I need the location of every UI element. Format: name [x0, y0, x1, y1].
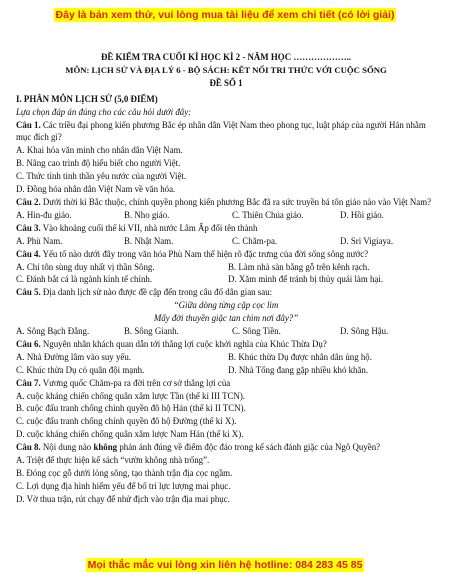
options-row	[16, 351, 436, 364]
option-a: A. Sông Bạch Đằng.	[16, 326, 90, 337]
option-d: D. Sông Hậu.	[340, 326, 389, 337]
question-label: Câu 7.	[16, 377, 41, 388]
question-label: Câu 8.	[16, 442, 41, 453]
option-d: D. Nhà Tống đang gặp nhiều khó khăn.	[228, 364, 369, 375]
option-b: B. Làm nhà sàn bằng gỗ trên kênh rạch.	[228, 261, 370, 272]
question-text: Vương quốc Chăm-pa ra đời trên cơ sở thắng lợi của	[42, 377, 231, 388]
question-3	[16, 222, 436, 235]
option-a: A. Nhà Đường lâm vào suy yếu.	[16, 351, 131, 362]
question-6	[16, 338, 436, 351]
question-label: Câu 1.	[16, 119, 41, 130]
option-line: B. cuộc đấu tranh chống chính quyền đô hộ Hán (thế kỉ II TCN).	[16, 403, 246, 414]
option-a: A. Chỉ tôn sùng duy nhất vị thần Sông.	[16, 261, 155, 272]
option-line: A. Khai hóa văn minh cho nhân dân Việt Nam.	[16, 145, 183, 156]
question-text: Vào khoảng cuối thế kỉ VII, nhà nước Lâm Ấp đổi tên thành	[42, 222, 258, 233]
option-c: C. Thiên Chúa giáo.	[232, 209, 304, 220]
option-b: B. Khúc thừa Dụ được nhân dân ủng hộ.	[228, 351, 372, 362]
question-text-emphasis: không	[93, 442, 118, 453]
question-text-after: phản ánh đúng về điểm độc đáo trong kế sách đánh giặc của Ngô Quyền?	[117, 442, 381, 453]
option-c: C. Chăm-pa.	[232, 235, 278, 246]
preview-notice-banner	[0, 9, 450, 21]
option-line: C. Thức tỉnh tinh thần yêu nước của người Việt.	[16, 171, 187, 182]
hotline-banner	[0, 559, 450, 571]
question-text: Dưới thời kì Bắc thuộc, chính quyền phong kiến phương Bắc đã ra sức truyền bá tôn giáo nào vào Việt Nam?	[42, 196, 432, 207]
option-line: D. cuộc kháng chiến chống quân xâm lược Nam Hán (thế kỉ X).	[16, 429, 244, 440]
option-line: A. Triệt để thực hiện kế sách “vườn không nhà trống”.	[16, 455, 210, 466]
question-5	[16, 286, 436, 299]
option-line: B. Đóng cọc gỗ dưới lòng sông, tạo thành trận địa cọc ngầm.	[16, 468, 233, 478]
options-row	[16, 325, 436, 338]
option-a: A. Phù Nam.	[16, 235, 63, 246]
options-row	[16, 235, 436, 248]
question-2	[16, 196, 436, 209]
question-label: Câu 6.	[16, 338, 41, 349]
question-1	[16, 119, 436, 145]
option-line: B. Nâng cao trình độ hiểu biết cho người Việt.	[16, 158, 181, 169]
folk-riddle-line1: “Giữa dòng từng cặp cọc lim	[173, 300, 279, 311]
option-a: A. Hin-đu giáo.	[16, 209, 72, 220]
options-row	[16, 364, 436, 377]
option-c: C. Đánh bắt cá là ngành kinh tế chính.	[16, 274, 153, 285]
options-row	[16, 273, 436, 286]
hotline-text: Mọi thắc mắc vui lòng xin liên hệ hotline: 084 283 45 85	[87, 559, 363, 571]
question-text: Các triều đại phong kiến phương Bắc ép nhân dân Việt Nam theo phong tục, luật pháp của người Hán nhằm mục đích gì?	[16, 119, 426, 143]
exam-header-line2: MÔN: LỊCH SỬ VÀ ĐỊA LÝ 6 - BỘ SÁCH: KẾT NỐI TRI THỨC VỚI CUỘC SỐNG	[65, 64, 387, 75]
question-7	[16, 377, 436, 390]
question-text: Nguyên nhân khách quan dẫn tới thắng lợi cuộc khởi nghĩa của Khúc Thừa Dụ?	[42, 338, 327, 349]
question-label: Câu 3.	[16, 222, 41, 233]
option-line: C. cuộc đấu tranh chống chính quyền đô hộ Đường (thế kỉ X).	[16, 416, 237, 427]
option-c: C. Sông Tiền.	[232, 326, 281, 337]
question-text-before: Nội dung nào	[42, 442, 94, 453]
options-row	[16, 261, 436, 274]
option-d: D. Sri Vigiaya.	[340, 235, 394, 246]
option-line: D. Vờ thua trận, rút chạy để nhử địch vào trận địa mai phục.	[16, 493, 230, 504]
option-line: A. cuộc kháng chiến chống quân xâm lược Tần (thế kỉ III TCN).	[16, 390, 246, 401]
options-row	[16, 209, 436, 222]
option-c: C. Khúc thừa Dụ có quân đội mạnh.	[16, 364, 145, 375]
question-label: Câu 5.	[16, 287, 41, 298]
exam-document	[16, 51, 436, 506]
section-title: I. PHÂN MÔN LỊCH SỬ (5,0 ĐIỂM)	[16, 93, 158, 104]
instruction-text: Lựa chọn đáp án đúng cho các câu hỏi dưới đây:	[16, 106, 192, 117]
option-d: D. Xăm mình để tránh bị thủy quái làm hại.	[228, 274, 384, 285]
question-4	[16, 248, 436, 261]
exam-header-line3: ĐỀ SỐ 1	[209, 77, 243, 88]
option-b: B. Nho giáo.	[124, 209, 170, 220]
folk-riddle-line2: Mấy đời thuyền giặc tan chìm nơi đây?”	[153, 313, 299, 324]
preview-notice-text: Đây là bản xem thử, vui lòng mua tài liệu để xem chi tiết (có lời giải)	[55, 9, 395, 21]
option-line: D. Đồng hóa nhân dân Việt Nam về văn hóa.	[16, 184, 176, 195]
option-line: C. Lợi dụng địa hình hiểm yếu để bố trí lực lượng mai phục.	[16, 480, 231, 491]
exam-header-line1: ĐỀ KIỂM TRA CUỐI KÌ HỌC KÌ 2 - NĂM HỌC ………………..	[100, 52, 352, 62]
question-text: Địa danh lịch sử nào được đề cập đến trong câu đố dân gian sau:	[42, 287, 273, 298]
question-8	[16, 441, 436, 454]
option-b: B. Sông Gianh.	[124, 326, 179, 337]
option-d: D. Hồi giáo.	[340, 209, 384, 220]
question-label: Câu 2.	[16, 196, 41, 207]
question-text: Yếu tố nào dưới đây trong văn hóa Phù Nam thể hiện rõ đặc trưng của đời sống sông nước?	[42, 248, 369, 259]
question-label: Câu 4.	[16, 248, 41, 259]
option-b: B. Nhật Nam.	[124, 235, 174, 246]
